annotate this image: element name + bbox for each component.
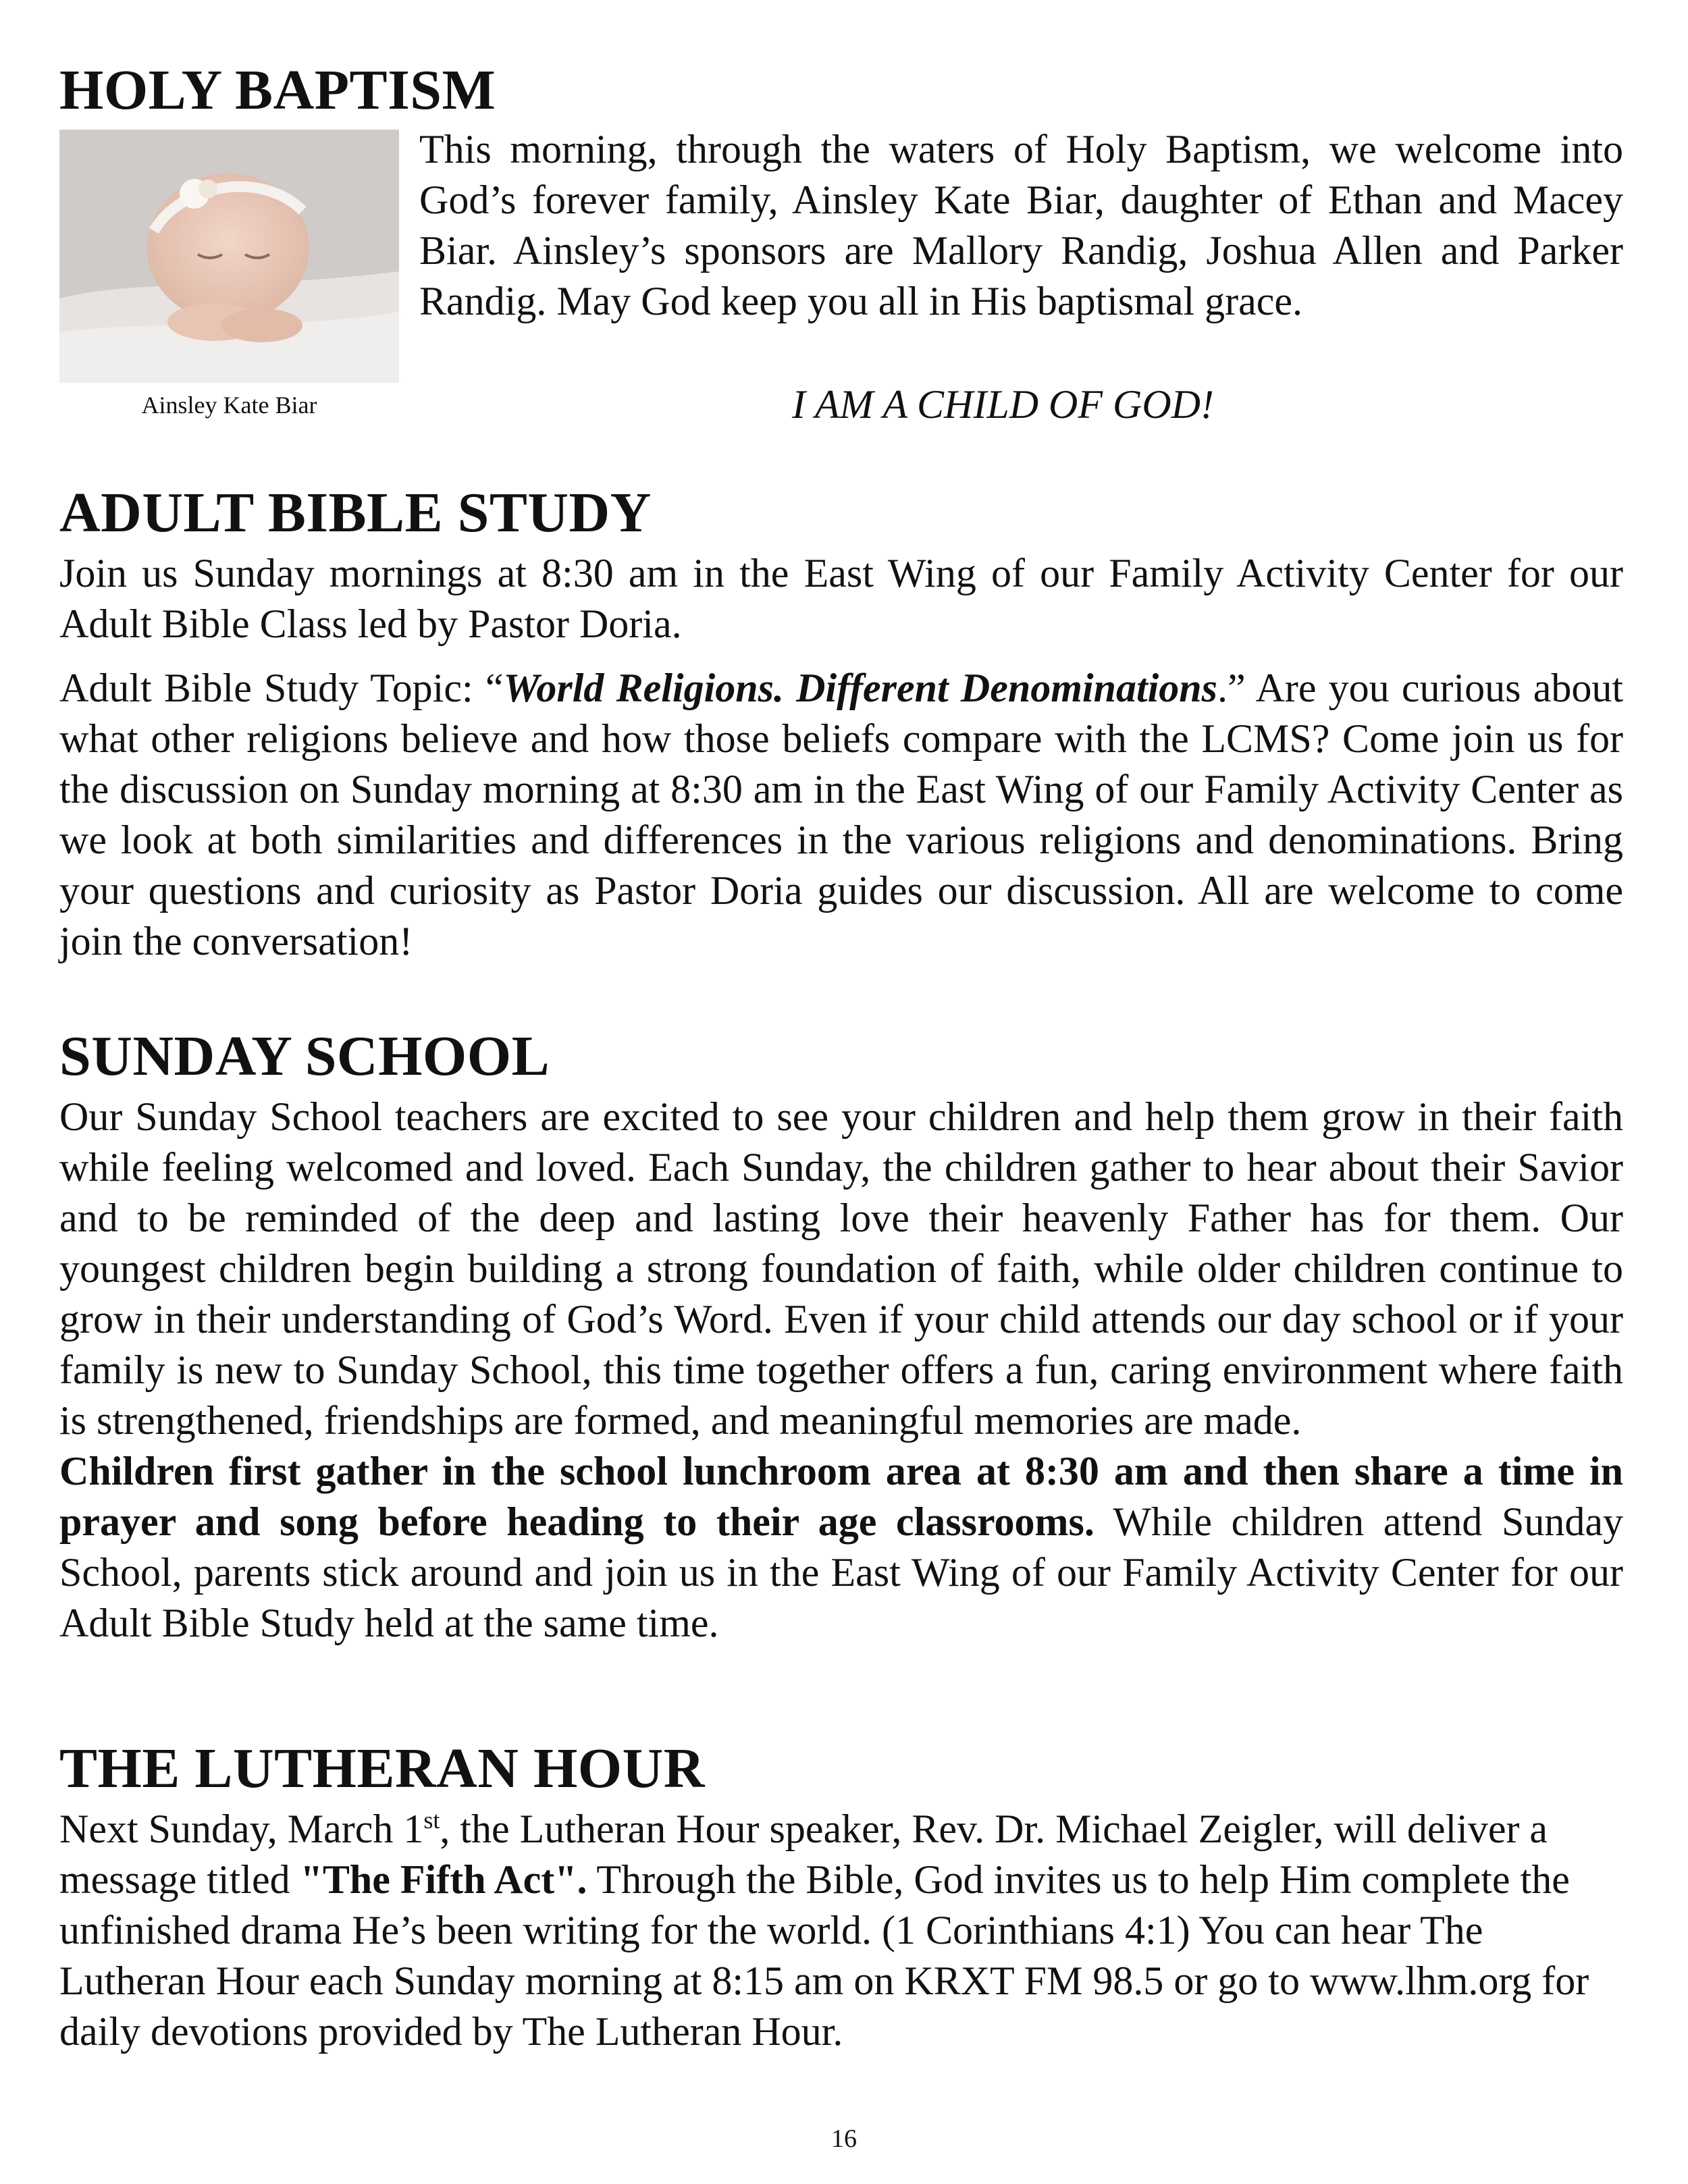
message-title: "The Fifth Act". bbox=[300, 1857, 587, 1902]
date-superscript: st bbox=[423, 1807, 440, 1834]
holy-baptism-heading: HOLY BAPTISM bbox=[59, 59, 496, 122]
lutheran-hour-heading: THE LUTHERAN HOUR bbox=[59, 1737, 705, 1800]
gathering-bold-text: Children first gather in the school lunchroom area at 8:30 am and then share a time in prayer and song before heading to their age classrooms. bbox=[59, 1449, 1623, 1544]
topic-prefix: Adult Bible Study Topic: “ bbox=[59, 666, 504, 710]
sleeping-baby-illustration bbox=[59, 130, 399, 383]
lutheran-hour-paragraph bbox=[59, 1804, 1623, 2057]
baptism-paragraph: This morning, through the waters of Holy Baptism, we welcome into God’s forever family, Ainsley Kate Biar, daughter of Ethan and Macey Biar. Ainsley’s sponsors are Mallory Randig, Joshua Allen and Parker Randig. May God keep you all in His baptismal grace. bbox=[419, 127, 1623, 323]
baby-photo bbox=[59, 130, 399, 383]
gathering-text: While children attend Sunday School, parents stick around and join us in the East Wing of our Family Activity Center for our Adult Bible Study held at the same time. bbox=[59, 1499, 1623, 1645]
holy-baptism-section bbox=[59, 59, 1623, 427]
topic-title: World Religions. Different Denominations bbox=[503, 666, 1218, 710]
child-of-god-tagline: I AM A CHILD OF GOD! bbox=[792, 382, 1214, 427]
topic-description: .” Are you curious about what other religions believe and how those beliefs compare with the LCMS? Come join us for the discussion on Sunday morning at 8:30 am in the East Wing of our Family Activity Center as we look at both similarities and differences in the various religions and denominations. Bring your questions and curiosity as Pastor Doria guides our discussion. All are welcome to come join the conversation! bbox=[59, 666, 1624, 963]
adult-bible-study-heading: ADULT BIBLE STUDY bbox=[59, 481, 652, 544]
sunday-school-heading: SUNDAY SCHOOL bbox=[59, 1025, 550, 1088]
sunday-school-gathering-paragraph bbox=[59, 1446, 1623, 1649]
bible-study-topic-paragraph bbox=[59, 663, 1623, 967]
sunday-school-section bbox=[59, 1025, 1623, 1649]
photo-caption: Ainsley Kate Biar bbox=[141, 392, 317, 419]
sunday-school-paragraph: Our Sunday School teachers are excited to see your children and help them grow in their faith while feeling welcomed and loved. Each Sunday, the children gather to hear about their Savior and to be reminded of the deep and lasting love their heavenly Father has for them. Our youngest children begin building a strong foundation of faith, while older children continue to grow in their understanding of God’s Word. Even if your child attends our day school or if your family is new to Sunday School, this time together offers a fun, caring environment where faith is strengthened, friendships are formed, and meaningful memories are made. bbox=[59, 1094, 1623, 1443]
adult-bible-study-section bbox=[59, 481, 1624, 967]
lutheran-hour-text-start: Next Sunday, March 1 bbox=[59, 1807, 424, 1851]
lutheran-hour-section bbox=[59, 1737, 1623, 2057]
lutheran-hour-text-middle: , the Lutheran Hour speaker, Rev. Dr. Michael Zeigler, will deliver a message titled bbox=[59, 1807, 1548, 1902]
bible-study-intro: Join us Sunday mornings at 8:30 am in the East Wing of our Family Activity Center for our Adult Bible Class led by Pastor Doria. bbox=[59, 551, 1623, 646]
page-number: 16 bbox=[831, 2125, 857, 2153]
lutheran-hour-text-end: Through the Bible, God invites us to help Him complete the unfinished drama He’s been writing for the world. (1 Corinthians 4:1) You can hear The Lutheran Hour each Sunday morning at 8:15 am on KRXT FM 98.5 or go to www.lhm.org for daily devotions provided by The Lutheran Hour. bbox=[59, 1857, 1589, 2054]
